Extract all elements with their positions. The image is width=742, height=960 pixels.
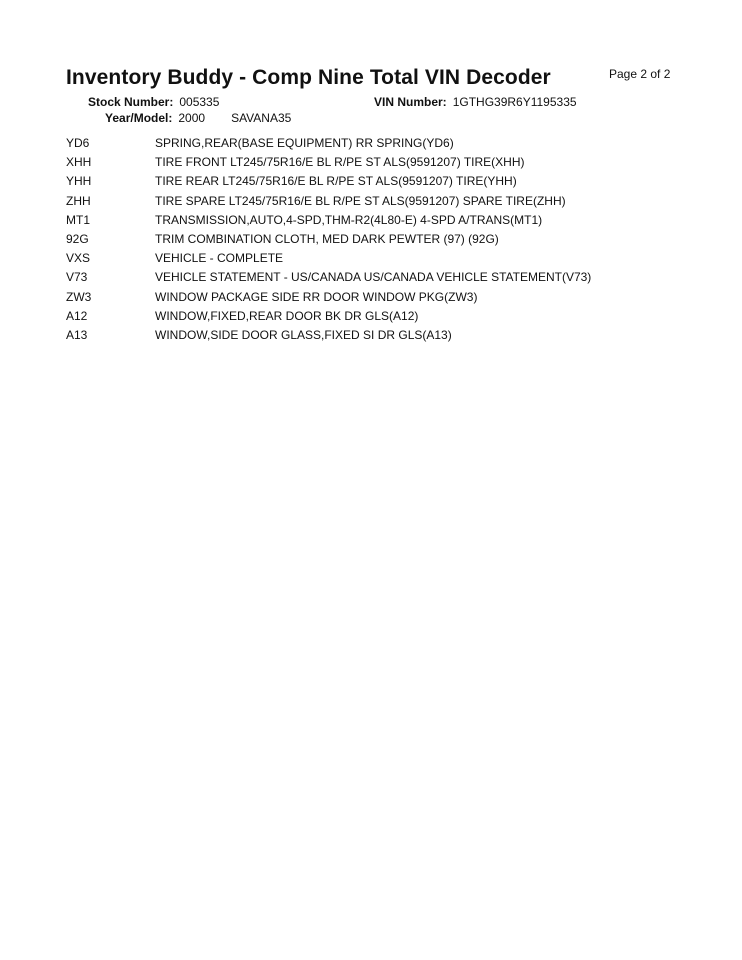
- option-row: [66, 153, 706, 172]
- option-code: XHH: [66, 155, 92, 170]
- page-title: Inventory Buddy - Comp Nine Total VIN Decoder: [66, 66, 551, 89]
- year-model-field: [105, 111, 291, 125]
- option-row: [66, 249, 706, 268]
- year-model-label: Year/Model:: [105, 111, 173, 125]
- option-code: MT1: [66, 212, 90, 227]
- option-description: TIRE SPARE LT245/75R16/E BL R/PE ST ALS(9591207) SPARE TIRE(ZHH): [155, 193, 566, 208]
- option-description: TIRE REAR LT245/75R16/E BL R/PE ST ALS(9591207) TIRE(YHH): [155, 174, 517, 189]
- option-row: [66, 134, 706, 153]
- option-row: [66, 230, 706, 249]
- option-code: ZHH: [66, 193, 91, 208]
- option-list: [66, 134, 706, 345]
- option-code: ZW3: [66, 289, 92, 304]
- option-row: [66, 307, 706, 326]
- option-code: A12: [66, 308, 88, 323]
- option-row: [66, 288, 706, 307]
- option-description: TIRE FRONT LT245/75R16/E BL R/PE ST ALS(9591207) TIRE(XHH): [155, 155, 525, 170]
- option-description: SPRING,REAR(BASE EQUIPMENT) RR SPRING(YD6): [155, 136, 454, 150]
- option-code: YD6: [66, 136, 90, 150]
- option-code: A13: [66, 327, 88, 342]
- option-code: YHH: [66, 174, 92, 189]
- stock-number-field: [88, 95, 219, 109]
- option-description: TRIM COMBINATION CLOTH, MED DARK PEWTER (97) (92G): [155, 231, 499, 246]
- option-row: [66, 172, 706, 191]
- option-row: [66, 268, 706, 287]
- model-value: SAVANA35: [231, 111, 292, 125]
- stock-number-label: Stock Number:: [88, 95, 174, 109]
- page-number: Page 2 of 2: [609, 67, 671, 81]
- option-description: VEHICLE - COMPLETE: [155, 251, 284, 266]
- year-value: 2000: [178, 111, 206, 125]
- option-description: VEHICLE STATEMENT - US/CANADA US/CANADA VEHICLE STATEMENT(V73): [155, 270, 592, 285]
- option-description: WINDOW PACKAGE SIDE RR DOOR WINDOW PKG(ZW3): [155, 289, 478, 304]
- vin-number-label: VIN Number:: [374, 95, 447, 109]
- option-row: [66, 326, 706, 345]
- option-code: 92G: [66, 231, 89, 246]
- option-description: WINDOW,SIDE DOOR GLASS,FIXED SI DR GLS(A13): [155, 327, 452, 342]
- vin-number-value: 1GTHG39R6Y1195335: [452, 95, 577, 109]
- option-code: V73: [66, 270, 88, 285]
- option-description: WINDOW,FIXED,REAR DOOR BK DR GLS(A12): [155, 308, 419, 323]
- option-row: [66, 211, 706, 230]
- stock-number-value: 005335: [179, 95, 220, 109]
- option-description: TRANSMISSION,AUTO,4-SPD,THM-R2(4L80-E) 4-SPD A/TRANS(MT1): [155, 212, 543, 227]
- option-row: [66, 192, 706, 211]
- vin-number-field: [374, 95, 577, 109]
- option-code: VXS: [66, 251, 91, 266]
